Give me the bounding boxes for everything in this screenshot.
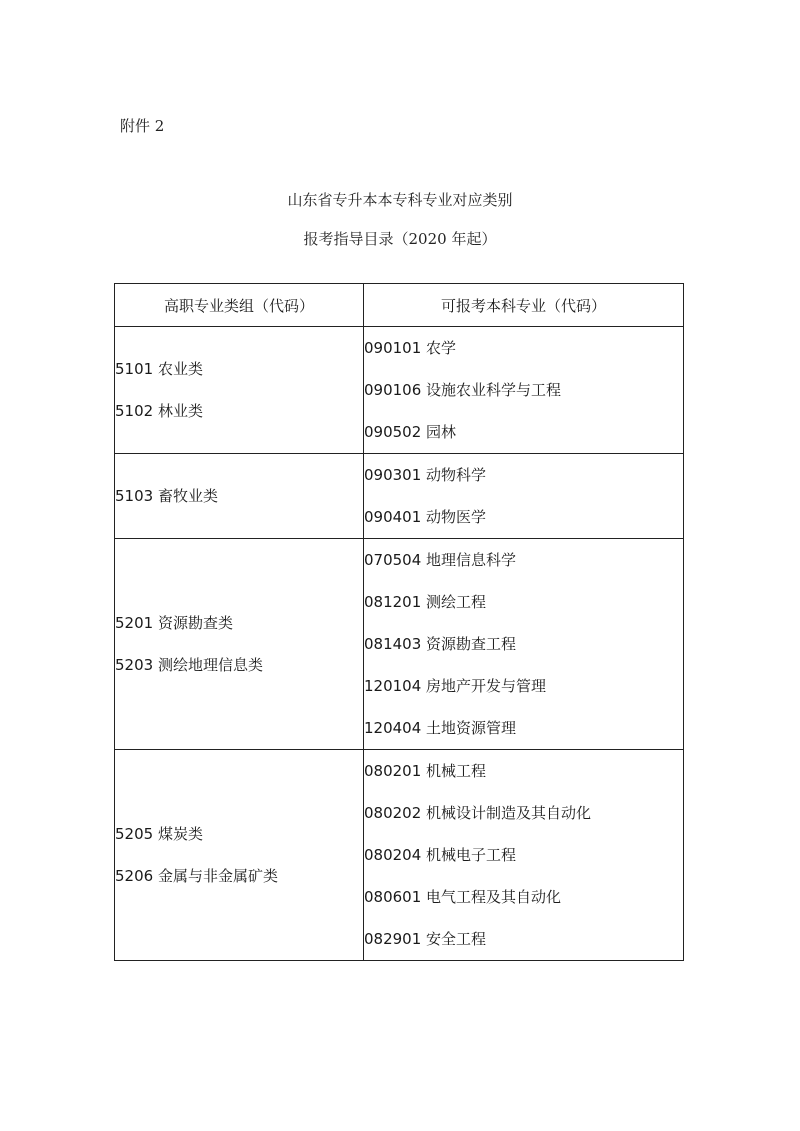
vocational-group: 5205 煤炭类: [115, 825, 203, 843]
table-header-row: [115, 284, 684, 327]
undergraduate-major: 080202 机械设计制造及其自动化: [364, 804, 592, 822]
undergraduate-major: 090101 农学: [364, 339, 457, 357]
column-header-vocational-group: 高职专业类组（代码）: [115, 284, 364, 327]
vocational-group: 5101 农业类: [115, 360, 203, 378]
undergraduate-major: 120404 土地资源管理: [364, 719, 517, 737]
undergraduate-major: 081201 测绘工程: [364, 593, 487, 611]
undergraduate-major: 090401 动物医学: [364, 508, 487, 526]
undergraduate-major: 120104 房地产开发与管理: [364, 677, 547, 695]
vocational-group-cell: [115, 327, 364, 454]
document-title: 山东省专升本本专科专业对应类别: [287, 191, 513, 209]
undergraduate-major-cell: [364, 539, 684, 750]
vocational-group: 5103 畜牧业类: [115, 487, 218, 505]
undergraduate-major: 081403 资源勘查工程: [364, 635, 517, 653]
document-subtitle: 报考指导目录（2020 年起）: [303, 230, 497, 248]
table-row: [115, 750, 684, 961]
undergraduate-major: 090301 动物科学: [364, 466, 487, 484]
undergraduate-major-cell: [364, 454, 684, 539]
undergraduate-major: 080201 机械工程: [364, 762, 487, 780]
attachment-label: 附件 2: [120, 117, 165, 135]
undergraduate-major: 090106 设施农业科学与工程: [364, 381, 562, 399]
undergraduate-major: 082901 安全工程: [364, 930, 487, 948]
undergraduate-major-cell: [364, 750, 684, 961]
vocational-group-cell: [115, 750, 364, 961]
table-row: [115, 327, 684, 454]
table-row: [115, 539, 684, 750]
vocational-group: 5102 林业类: [115, 402, 203, 420]
vocational-group: 5206 金属与非金属矿类: [115, 867, 278, 885]
vocational-group: 5203 测绘地理信息类: [115, 656, 263, 674]
undergraduate-major: 080204 机械电子工程: [364, 846, 517, 864]
undergraduate-major: 090502 园林: [364, 423, 457, 441]
major-mapping-table: [114, 283, 684, 961]
undergraduate-major: 070504 地理信息科学: [364, 551, 517, 569]
column-header-undergraduate-major: 可报考本科专业（代码）: [364, 284, 684, 327]
table-row: [115, 454, 684, 539]
undergraduate-major: 080601 电气工程及其自动化: [364, 888, 562, 906]
vocational-group: 5201 资源勘查类: [115, 614, 233, 632]
vocational-group-cell: [115, 454, 364, 539]
undergraduate-major-cell: [364, 327, 684, 454]
vocational-group-cell: [115, 539, 364, 750]
